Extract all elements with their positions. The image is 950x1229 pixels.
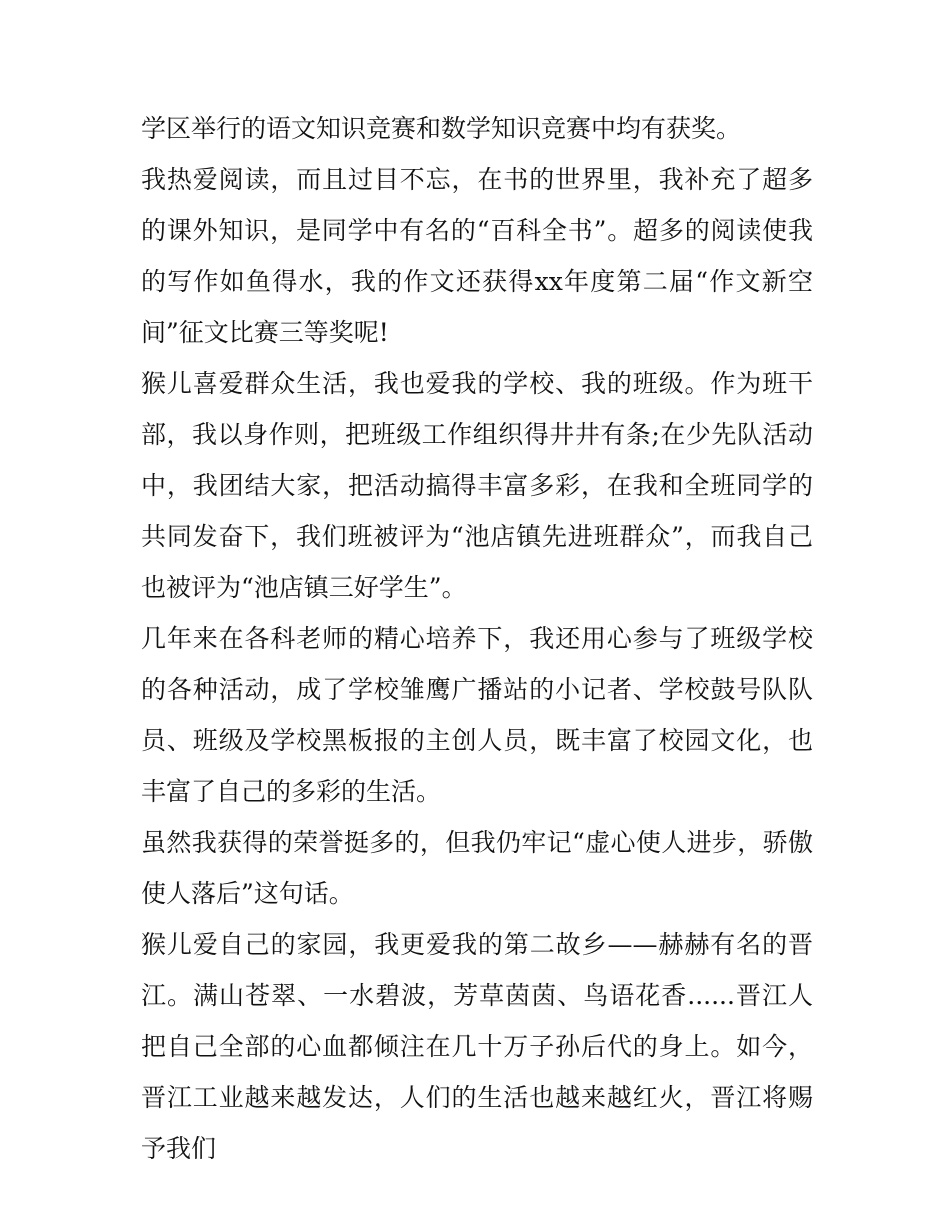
paragraph-5: 虽然我获得的荣誉挺多的，但我仍牢记“虚心使人进步，骄傲使人落后”这句话。 <box>141 828 813 908</box>
paragraph-4: 几年来在各科老师的精心培养下，我还用心参与了班级学校的各种活动，成了学校雏鹰广播站的小记者、学校鼓号队队员、班级及学校黑板报的主创人员，既丰富了校园文化，也丰富了自己的多彩的生活。 <box>141 624 813 806</box>
paragraph-6: 猴儿爱自己的家园，我更爱我的第二故乡——赫赫有名的晋江。满山苍翠、一水碧波，芳草茵茵、鸟语花香......晋江人把自己全部的心血都倾注在几十万子孙后代的身上。如今，晋江工业越来越发达，人们的生活也越来越红火，晋江将赐予我们 <box>141 930 813 1163</box>
document-body <box>141 103 813 1174</box>
paragraph-2: 我热爱阅读，而且过目不忘，在书的世界里，我补充了超多的课外知识，是同学中有名的“百科全书”。超多的阅读使我的写作如鱼得水，我的作文还获得xx年度第二届“作文新空间”征文比赛三等奖呢! <box>141 165 813 347</box>
paragraph-1: 学区举行的语文知识竞赛和数学知识竞赛中均有获奖。 <box>141 114 742 143</box>
paragraph-3: 猴儿喜爱群众生活，我也爱我的学校、我的班级。作为班干部，我以身作则，把班级工作组织得井井有条;在少先队活动中，我团结大家，把活动搞得丰富多彩，在我和全班同学的共同发奋下，我们班被评为“池店镇先进班群众”，而我自己也被评为“池店镇三好学生”。 <box>141 369 813 602</box>
